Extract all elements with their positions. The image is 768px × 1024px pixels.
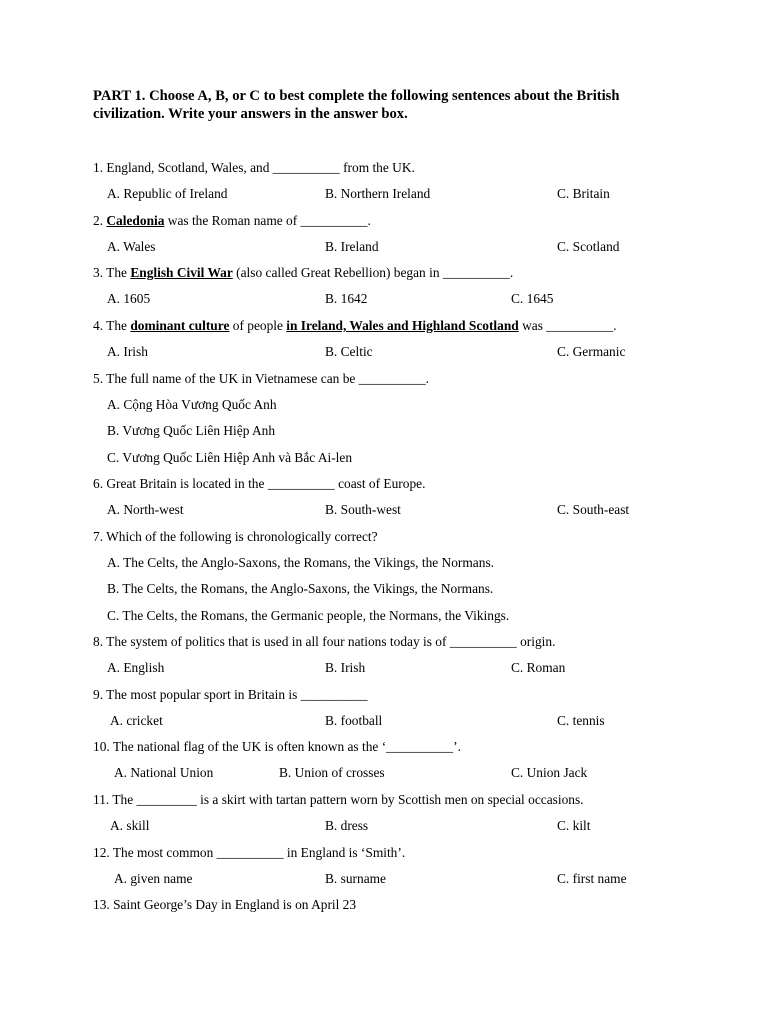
question-11-option-c: C. kilt (557, 818, 591, 833)
part-title: PART 1. Choose A, B, or C to best complete the following sentences about the British civilization. Write your answers in the answer box. (93, 88, 620, 122)
question-7-option-c: C. The Celts, the Romans, the Germanic people, the Normans, the Vikings. (107, 608, 510, 623)
question-10-option-b: B. Union of crosses (279, 765, 385, 780)
question-9-option-b: B. football (325, 713, 383, 728)
question-12-option-b: B. surname (325, 871, 386, 886)
question-3-option-b: B. 1642 (325, 291, 368, 306)
question-1-stem: 1. England, Scotland, Wales, and __________ from the UK. (93, 160, 415, 175)
underlined-term: in Ireland, Wales and Highland Scotland (286, 318, 519, 333)
question-12-option-c: C. first name (557, 871, 627, 886)
question-9-stem: 9. The most popular sport in Britain is __________ (93, 687, 368, 702)
question-8-option-b: B. Irish (325, 660, 366, 675)
question-3-option-a: A. 1605 (107, 291, 151, 306)
question-7-option-a: A. The Celts, the Anglo-Saxons, the Romans, the Vikings, the Normans. (107, 555, 494, 570)
question-5-stem: 5. The full name of the UK in Vietnamese can be __________. (93, 371, 429, 386)
question-2-option-c: C. Scotland (557, 239, 620, 254)
question-1-option-b: B. Northern Ireland (325, 186, 431, 201)
question-11-option-b: B. dress (325, 818, 369, 833)
question-10-option-c: C. Union Jack (511, 765, 588, 780)
question-6-stem: 6. Great Britain is located in the __________ coast of Europe. (93, 476, 426, 491)
question-12-option-a: A. given name (114, 871, 193, 886)
question-11-stem: 11. The _________ is a skirt with tartan pattern worn by Scottish men on special occasions. (93, 792, 584, 807)
question-13-stem: 13. Saint George’s Day in England is on April 23 (93, 897, 357, 912)
question-1-option-a: A. Republic of Ireland (107, 186, 228, 201)
question-10-stem: 10. The national flag of the UK is often known as the ‘__________’. (93, 739, 461, 754)
question-5-option-b: B. Vương Quốc Liên Hiệp Anh (107, 423, 276, 438)
question-6-option-b: B. South-west (325, 502, 401, 517)
question-8-option-a: A. English (107, 660, 165, 675)
question-7-stem: 7. Which of the following is chronologically correct? (93, 529, 378, 544)
question-10-option-a: A. National Union (114, 765, 214, 780)
question-4-option-b: B. Celtic (325, 344, 373, 359)
question-9-option-c: C. tennis (557, 713, 605, 728)
question-5-option-c: C. Vương Quốc Liên Hiệp Anh và Bắc Ai-len (107, 450, 353, 465)
question-11-option-a: A. skill (110, 818, 150, 833)
question-9-option-a: A. cricket (110, 713, 163, 728)
question-8-option-c: C. Roman (511, 660, 566, 675)
question-1-option-c: C. Britain (557, 186, 610, 201)
underlined-term: English Civil War (130, 265, 233, 280)
question-4-stem: 4. The dominant culture of people in Ireland, Wales and Highland Scotland was __________. (93, 318, 617, 333)
question-3-stem: 3. The English Civil War (also called Great Rebellion) began in __________. (93, 265, 514, 280)
question-7-option-b: B. The Celts, the Romans, the Anglo-Saxons, the Vikings, the Normans. (107, 581, 494, 596)
question-6-option-c: C. South-east (557, 502, 630, 517)
question-2-stem: 2. Caledonia was the Roman name of __________. (93, 213, 371, 228)
question-4-option-a: A. Irish (107, 344, 148, 359)
question-2-option-a: A. Wales (107, 239, 156, 254)
underlined-term: dominant culture (130, 318, 230, 333)
question-5-option-a: A. Cộng Hòa Vương Quốc Anh (107, 397, 277, 412)
underlined-term: Caledonia (106, 213, 165, 228)
question-12-stem: 12. The most common __________ in England is ‘Smith’. (93, 845, 406, 860)
question-2-option-b: B. Ireland (325, 239, 379, 254)
question-8-stem: 8. The system of politics that is used in all four nations today is of __________ origin. (93, 634, 556, 649)
question-6-option-a: A. North-west (107, 502, 184, 517)
question-4-option-c: C. Germanic (557, 344, 626, 359)
question-3-option-c: C. 1645 (511, 291, 554, 306)
